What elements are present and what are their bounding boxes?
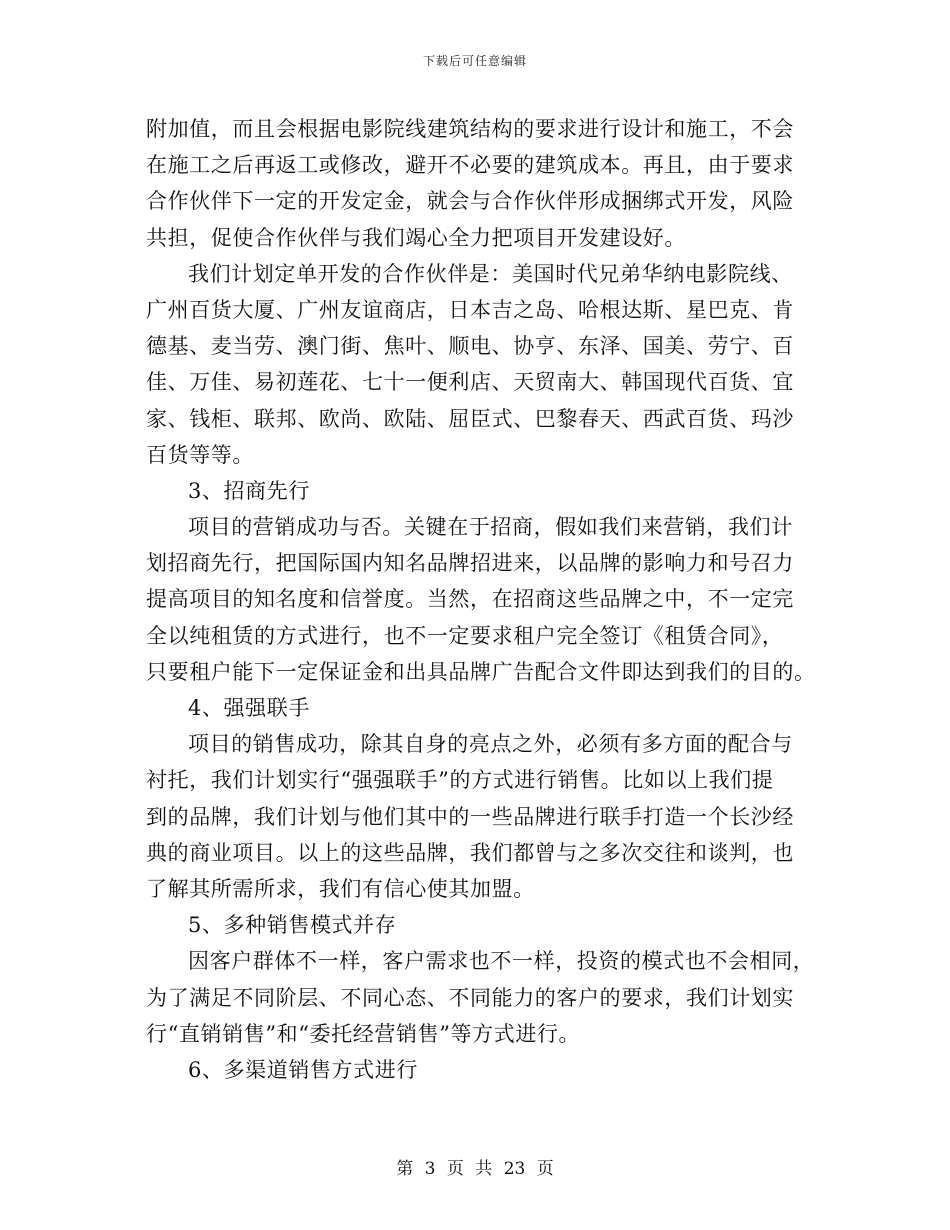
text-line: 佳、万佳、易初莲花、七十一便利店、天贸南大、韩国现代百货、宜 — [146, 370, 794, 395]
text-line: 衬托，我们计划实行“强强联手”的方式进行销售。比如以上我们提 — [146, 768, 774, 793]
text-line: 项目的销售成功，除其自身的亮点之外，必须有多方面的配合与 — [188, 732, 793, 757]
text-line: 全以纯租赁的方式进行，也不一定要求租户完全签订《租赁合同》， — [146, 623, 784, 648]
header-note: 下载后可任意编辑 — [422, 54, 527, 68]
text-line: 了解其所需所求，我们有信心使其加盟。 — [146, 876, 535, 901]
text-line: 6、多渠道销售方式进行 — [188, 1057, 418, 1082]
page-number: 第 3 页 共 23 页 — [396, 1159, 554, 1179]
text-line: 合作伙伴下一定的开发定金，就会与合作伙伴形成捆绑式开发，风险 — [146, 189, 794, 214]
text-line: 因客户群体不一样，客户需求也不一样，投资的模式也不会相同， — [188, 949, 815, 974]
text-line: 典的商业项目。以上的这些品牌，我们都曾与之多次交往和谈判，也 — [146, 840, 794, 865]
text-line: 3、招商先行 — [188, 478, 310, 503]
text-line: 我们计划定单开发的合作伙伴是：美国时代兄弟华纳电影院线、 — [188, 261, 793, 286]
text-line: 家、钱柜、联邦、欧尚、欧陆、屈臣式、巴黎春天、西武百货、玛沙 — [146, 406, 794, 431]
text-line: 提高项目的知名度和信誉度。当然，在招商这些品牌之中，不一定完 — [146, 587, 794, 612]
document-body — [146, 111, 816, 1088]
text-line: 附加值，而且会根据电影院线建筑结构的要求进行设计和施工，不会 — [146, 117, 794, 141]
text-line: 4、强强联手 — [188, 696, 310, 720]
text-line: 德基、麦当劳、澳门街、焦叶、顺电、协亨、东泽、国美、劳宁、百 — [146, 334, 794, 359]
text-line: 到的品牌，我们计划与他们其中的一些品牌进行联手打造一个长沙经 — [146, 804, 794, 829]
text-line: 百货等等。 — [146, 442, 254, 467]
text-line: 划招商先行，把国际国内知名品牌招进来，以品牌的影响力和号召力 — [146, 551, 794, 576]
text-line: 项目的营销成功与否。关键在于招商，假如我们来营销，我们计 — [188, 515, 793, 540]
text-line: 只要租户能下一定保证金和出具品牌广告配合文件即达到我们的目的。 — [146, 659, 816, 684]
text-line: 行“直销销售”和“委托经营销售”等方式进行。 — [146, 1021, 581, 1046]
text-line: 为了满足不同阶层、不同心态、不同能力的客户的要求，我们计划实 — [146, 985, 794, 1010]
text-line: 共担，促使合作伙伴与我们竭心全力把项目开发建设好。 — [146, 225, 686, 250]
text-line: 5、多种销售模式并存 — [188, 913, 397, 938]
text-line: 在施工之后再返工或修改，避开不必要的建筑成本。再且，由于要求 — [146, 153, 794, 178]
text-line: 广州百货大厦、广州友谊商店，日本吉之岛、哈根达斯、星巴克、肯 — [146, 297, 794, 322]
